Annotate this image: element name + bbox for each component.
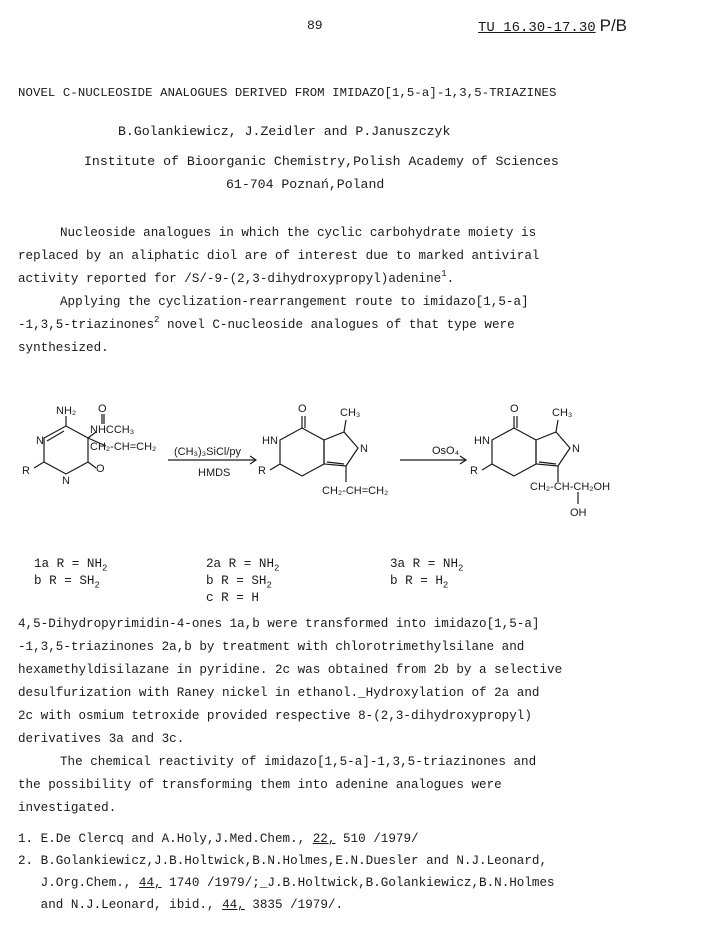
label-line: b R = SH — [34, 574, 95, 588]
intro-line: novel C-nucleoside analogues of that type were — [159, 318, 515, 332]
triazine-ring — [492, 428, 536, 476]
carbonyl-o: O — [510, 403, 519, 415]
intro-line: Applying the cyclization-rearrangement route to imidazo[1,5-a] — [60, 295, 529, 309]
label-sub: 2 — [274, 563, 280, 574]
label-line: 2a R = NH — [206, 557, 275, 571]
ref-marker: 1 — [441, 269, 447, 279]
compound-labels-1 — [34, 556, 107, 590]
reference-2-cont — [18, 894, 698, 916]
reference-2 — [18, 850, 698, 872]
session-time: TU 16.30-17.30 — [478, 20, 596, 36]
label-sub: 2 — [102, 563, 108, 574]
label-line: b R = H — [390, 574, 443, 588]
r-group: R — [22, 465, 30, 477]
paper-title: NOVEL C-NUCLEOSIDE ANALOGUES DERIVED FROM IMIDAZO[1,5-a]-1,3,5-TRIAZINES — [18, 86, 557, 100]
ref-text: 2. B.Golankiewicz,J.B.Holtwick,B.N.Holmes,E.N.Duesler and N.J.Leonard, — [18, 854, 548, 868]
carbonyl-o: O — [298, 403, 307, 415]
body-line: 4,5-Dihydropyrimidin-4-ones 1a,b were transformed into imidazo[1,5-a] — [18, 617, 540, 631]
ref-text: 1740 /1979/;_J.B.Holtwick,B.Golankiewicz,B.N.Holmes — [161, 876, 555, 890]
body-line: the possibility of transforming them into adenine analogues were — [18, 778, 502, 792]
ring-n: N — [36, 435, 44, 447]
address: 61-704 Poznań,Poland — [226, 177, 385, 192]
session-code — [478, 14, 627, 40]
intro-line: synthesized. — [18, 341, 109, 355]
reference-2-cont — [18, 872, 698, 894]
body-line: -1,3,5-triazinones 2a,b by treatment with chlorotrimethylsilane and — [18, 640, 525, 654]
imidazole-ring — [324, 432, 358, 466]
page-number: 89 — [307, 18, 323, 33]
reagent-silane: (CH₃)₃SiCl/py — [174, 446, 242, 458]
reagent-oso4: OsO₄ — [432, 445, 460, 457]
label-line: c R = H — [206, 591, 259, 605]
references — [18, 828, 698, 916]
label-line: b R = SH — [206, 574, 267, 588]
label-line: 1a R = NH — [34, 557, 103, 571]
ref-text: and N.J.Leonard, ibid., — [18, 898, 223, 912]
acetamido-label: NHCCH₃ — [90, 424, 135, 436]
compound-labels-3 — [390, 556, 463, 590]
ref-volume: 44, — [138, 876, 162, 890]
ref-marker: 2 — [154, 315, 160, 325]
ref-text: 1. E.De Clercq and A.Holy,J.Med.Chem., — [18, 832, 313, 846]
reference-1 — [18, 828, 698, 850]
ring-n: N — [62, 475, 70, 487]
body-line: The chemical reactivity of imidazo[1,5-a]-1,3,5-triazinones and — [60, 755, 537, 769]
methyl-label: CH₃ — [340, 407, 361, 419]
authors: B.Golankiewicz, J.Zeidler and P.Januszczyk — [118, 124, 451, 139]
compound-labels-2 — [206, 556, 279, 607]
pyrimidine-ring — [44, 426, 88, 474]
diol-chain: CH₂-CH-CH₂OH — [530, 481, 611, 493]
body-line: derivatives 3a and 3c. — [18, 732, 185, 746]
ref-text: 510 /1979/ — [335, 832, 419, 846]
intro-line: -1,3,5-triazinones — [18, 318, 155, 332]
amino-label: NH₂ — [56, 405, 77, 417]
body-line: desulfurization with Raney nickel in ethanol._Hydroxylation of 2a and — [18, 686, 540, 700]
label-sub: 2 — [94, 580, 100, 591]
allyl-chain: CH₂-CH=CH₂ — [90, 441, 157, 453]
label-sub: 2 — [458, 563, 464, 574]
hn-label: HN — [474, 435, 490, 447]
ring-n: N — [360, 443, 368, 455]
intro-text: Nucleoside analogues in which the cyclic carbohydrate moiety is replaced by an aliphatic diol are of interest due to marked antiviral activity reported for /S/-9-(2,3-dihydroxypropyl)adenine$^1$. Applying the cyclization-rearrangement route to imidazo[1,5-a] -1,3,5-triazinones$^2$ novel C-nucleoside analogues of that type were synthesized. — [18, 226, 540, 355]
reaction-scheme — [14, 400, 694, 525]
r-group: R — [470, 465, 478, 477]
triazine-ring — [280, 428, 324, 476]
ref-text: J.Org.Chem., — [18, 876, 139, 890]
ref-volume: 22, — [312, 832, 336, 846]
intro-line: activity reported for /S/-9-(2,3-dihydroxypropyl)adenine — [18, 272, 442, 286]
ring-n: N — [572, 443, 580, 455]
imidazole-ring — [536, 432, 570, 466]
oxo-label: O — [96, 463, 105, 475]
ref-text: 3835 /1979/. — [244, 898, 343, 912]
label-line: 3a R = NH — [390, 557, 459, 571]
intro-line: Nucleoside analogues in which the cyclic carbohydrate moiety is — [60, 226, 537, 240]
hn-label: HN — [262, 435, 278, 447]
allyl-chain: CH₂-CH=CH₂ — [322, 485, 389, 497]
methyl-label: CH₃ — [552, 407, 573, 419]
session-type: P/B — [599, 16, 628, 35]
r-group: R — [258, 465, 266, 477]
intro-line: replaced by an aliphatic diol are of interest due to marked antiviral — [18, 249, 540, 263]
label-sub: 2 — [442, 580, 449, 591]
institute: Institute of Bioorganic Chemistry,Polish Academy of Sciences — [84, 154, 559, 169]
body-line: investigated. — [18, 801, 117, 815]
body-line: hexamethyldisilazane in pyridine. 2c was obtained from 2b by a selective — [18, 663, 563, 677]
carbonyl-o: O — [98, 403, 107, 415]
label-sub: 2 — [266, 580, 272, 591]
body-text — [18, 613, 688, 820]
reagent-hmds: HMDS — [198, 467, 231, 479]
body-line: 2c with osmium tetroxide provided respective 8-(2,3-dihydroxypropyl) — [18, 709, 532, 723]
ref-volume: 44, — [222, 898, 245, 912]
hydroxyl-label: OH — [570, 507, 587, 519]
